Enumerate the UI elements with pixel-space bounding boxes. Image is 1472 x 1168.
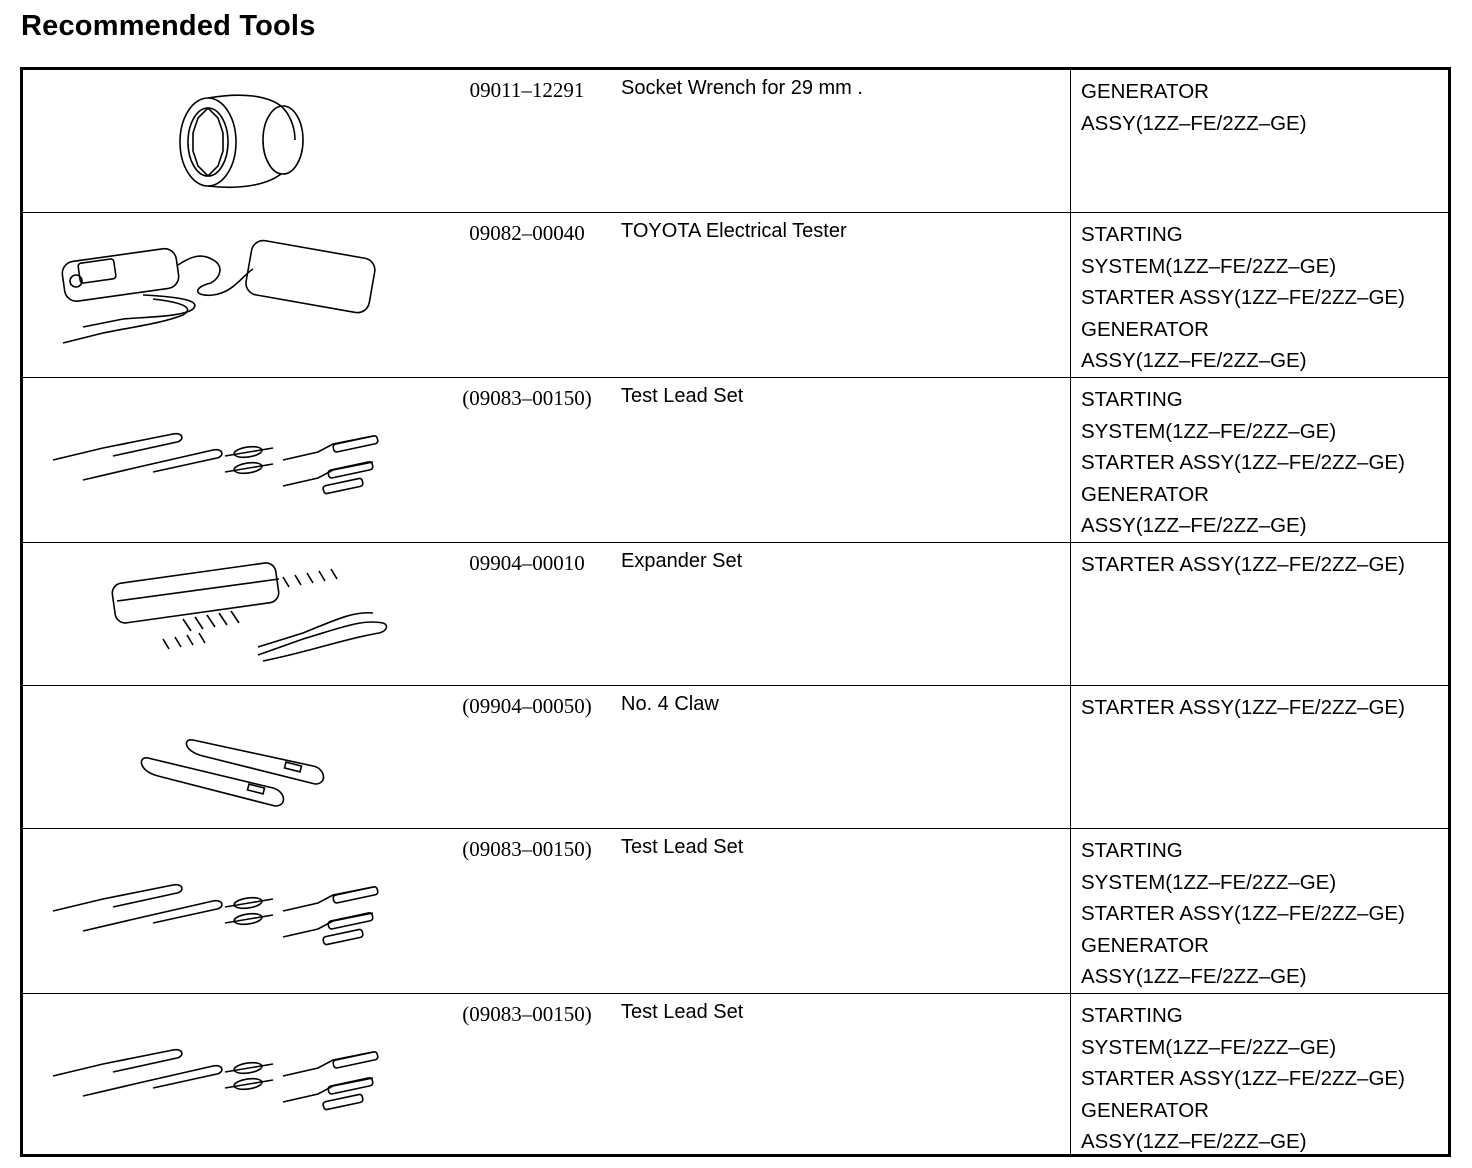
where-used-line: ASSY(1ZZ–FE/2ZZ–GE) — [1081, 965, 1307, 988]
table-row — [23, 213, 1448, 378]
where-used-line: GENERATOR — [1081, 933, 1209, 957]
socket-wrench-icon — [43, 78, 403, 202]
part-number: 09904–00010 — [469, 551, 585, 575]
where-used-line: STARTER ASSY(1ZZ–FE/2ZZ–GE) — [1081, 1067, 1405, 1090]
part-number: 09082–00040 — [469, 221, 585, 245]
illustration-cell — [23, 213, 433, 377]
where-used-line: STARTER ASSY(1ZZ–FE/2ZZ–GE) — [1081, 902, 1405, 925]
part-number: (09083–00150) — [462, 386, 592, 410]
where-used-line: STARTING — [1081, 839, 1183, 862]
page-title: Recommended Tools — [21, 10, 316, 42]
tool-name: Test Lead Set — [621, 1001, 744, 1023]
table-row — [23, 378, 1448, 543]
where-used-line: STARTING — [1081, 1004, 1183, 1027]
part-number: 09011–12291 — [469, 78, 585, 102]
electrical-tester-icon — [43, 235, 403, 359]
where-used-line: STARTER ASSY(1ZZ–FE/2ZZ–GE) — [1081, 286, 1405, 309]
tool-name: Expander Set — [621, 550, 743, 572]
where-used-line: STARTER ASSY(1ZZ–FE/2ZZ–GE) — [1081, 451, 1405, 474]
where-used-line: ASSY(1ZZ–FE/2ZZ–GE) — [1081, 514, 1307, 537]
table-row — [23, 543, 1448, 686]
illustration-cell — [23, 543, 433, 685]
tool-name: Test Lead Set — [621, 836, 744, 858]
where-used — [1070, 543, 1450, 685]
illustration-cell — [23, 70, 433, 212]
tool-name: No. 4 Claw — [621, 693, 719, 715]
illustration-cell — [23, 686, 433, 828]
tool-name: Socket Wrench for 29 mm . — [621, 77, 863, 99]
where-used-line: ASSY(1ZZ–FE/2ZZ–GE) — [1081, 111, 1307, 135]
table-row — [23, 829, 1448, 994]
illustration-cell — [23, 829, 433, 993]
table-row — [23, 686, 1448, 829]
where-used-line: GENERATOR — [1081, 482, 1209, 506]
where-used-line: STARTER ASSY(1ZZ–FE/2ZZ–GE) — [1081, 696, 1405, 719]
where-used-line: GENERATOR — [1081, 317, 1209, 341]
where-used-line: SYSTEM(1ZZ–FE/2ZZ–GE) — [1081, 870, 1337, 894]
recommended-tools-table — [20, 67, 1451, 1157]
test-lead-set-icon — [43, 400, 403, 524]
test-lead-set-icon — [43, 851, 403, 975]
where-used — [1070, 70, 1450, 212]
where-used-line: STARTING — [1081, 388, 1183, 411]
where-used — [1070, 829, 1450, 993]
where-used-line: SYSTEM(1ZZ–FE/2ZZ–GE) — [1081, 1035, 1337, 1059]
where-used-line: GENERATOR — [1081, 80, 1209, 103]
where-used-line: GENERATOR — [1081, 1098, 1209, 1122]
claw-icon — [43, 696, 403, 820]
illustration-cell — [23, 378, 433, 542]
tool-name: Test Lead Set — [621, 385, 744, 407]
illustration-cell — [23, 994, 433, 1154]
where-used — [1070, 378, 1450, 542]
where-used-line: ASSY(1ZZ–FE/2ZZ–GE) — [1081, 349, 1307, 372]
where-used-line: ASSY(1ZZ–FE/2ZZ–GE) — [1081, 1130, 1307, 1153]
expander-set-icon — [43, 555, 403, 679]
test-lead-set-icon — [43, 1016, 403, 1140]
where-used-line: STARTING — [1081, 223, 1183, 246]
where-used — [1070, 213, 1450, 377]
where-used — [1070, 686, 1450, 828]
table-row — [23, 994, 1448, 1154]
tool-name: TOYOTA Electrical Tester — [621, 220, 847, 242]
part-number: (09083–00150) — [462, 1002, 592, 1026]
where-used-line: SYSTEM(1ZZ–FE/2ZZ–GE) — [1081, 254, 1337, 278]
table-row — [23, 70, 1448, 213]
where-used — [1070, 994, 1450, 1154]
part-number: (09083–00150) — [462, 837, 592, 861]
where-used-line: STARTER ASSY(1ZZ–FE/2ZZ–GE) — [1081, 553, 1405, 576]
part-number: (09904–00050) — [462, 694, 592, 718]
where-used-line: SYSTEM(1ZZ–FE/2ZZ–GE) — [1081, 419, 1337, 443]
